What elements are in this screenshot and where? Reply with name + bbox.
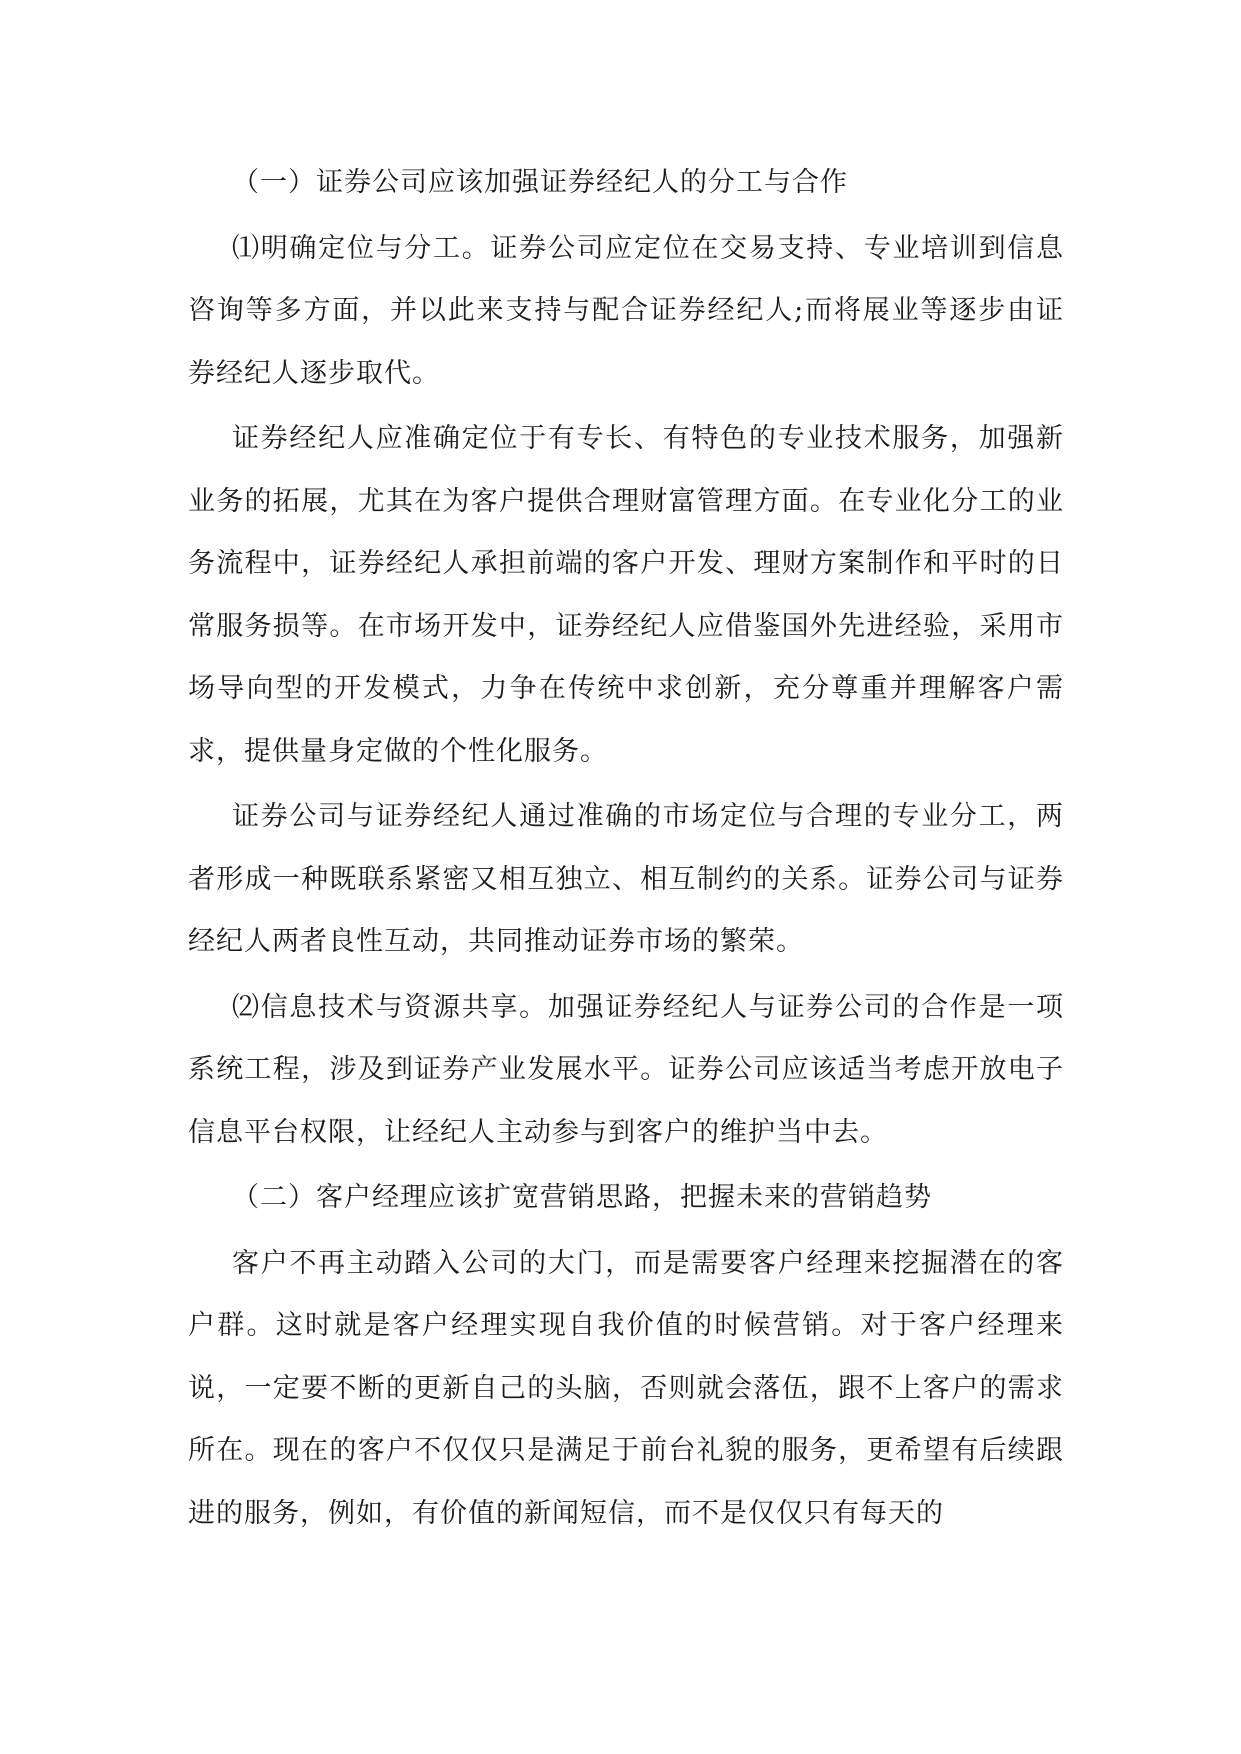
document-body [188,152,1064,1548]
section-heading-2: （二）客户经理应该扩宽营销思路，把握未来的营销趋势 [232,1182,932,1213]
paragraph-relationship: 证券公司与证券经纪人通过准确的市场定位与合理的专业分工，两者形成一种既联系紧密又相互独立、相互制约的关系。证券公司与证券经纪人两者良性互动，共同推动证券市场的繁荣。 [188,801,1064,957]
paragraph-positioning: ⑴明确定位与分工。证券公司应定位在交易支持、专业培训到信息咨询等多方面，并以此来支持与配合证券经纪人;而将展业等逐步由证券经纪人逐步取代。 [188,232,1064,389]
section-heading-1: （一）证券公司应该加强证券经纪人的分工与合作 [232,167,848,198]
paragraph-broker-role: 证券经纪人应准确定位于有专长、有特色的专业技术服务，加强新业务的拓展，尤其在为客户提供合理财富管理方面。在专业化分工的业务流程中，证券经纪人承担前端的客户开发、理财方案制作和平时的日常服务损等。在市场开发中，证券经纪人应借鉴国外先进经验，采用市场导向型的开发模式，力争在传统中求创新，充分尊重并理解客户需求，提供量身定做的个性化服务。 [188,423,1064,767]
paragraph-marketing: 客户不再主动踏入公司的大门，而是需要客户经理来挖掘潜在的客户群。这时就是客户经理实现自我价值的时候营销。对于客户经理来说，一定要不断的更新自己的头脑，否则就会落伍，跟不上客户的需求所在。现在的客户不仅仅只是满足于前台礼貌的服务，更希望有后续跟进的服务，例如，有价值的新闻短信，而不是仅仅只有每天的 [188,1247,1064,1529]
paragraph-info-sharing: ⑵信息技术与资源共享。加强证券经纪人与证券公司的合作是一项系统工程，涉及到证券产业发展水平。证券公司应该适当考虑开放电子信息平台权限，让经纪人主动参与到客户的维护当中去。 [188,991,1064,1148]
